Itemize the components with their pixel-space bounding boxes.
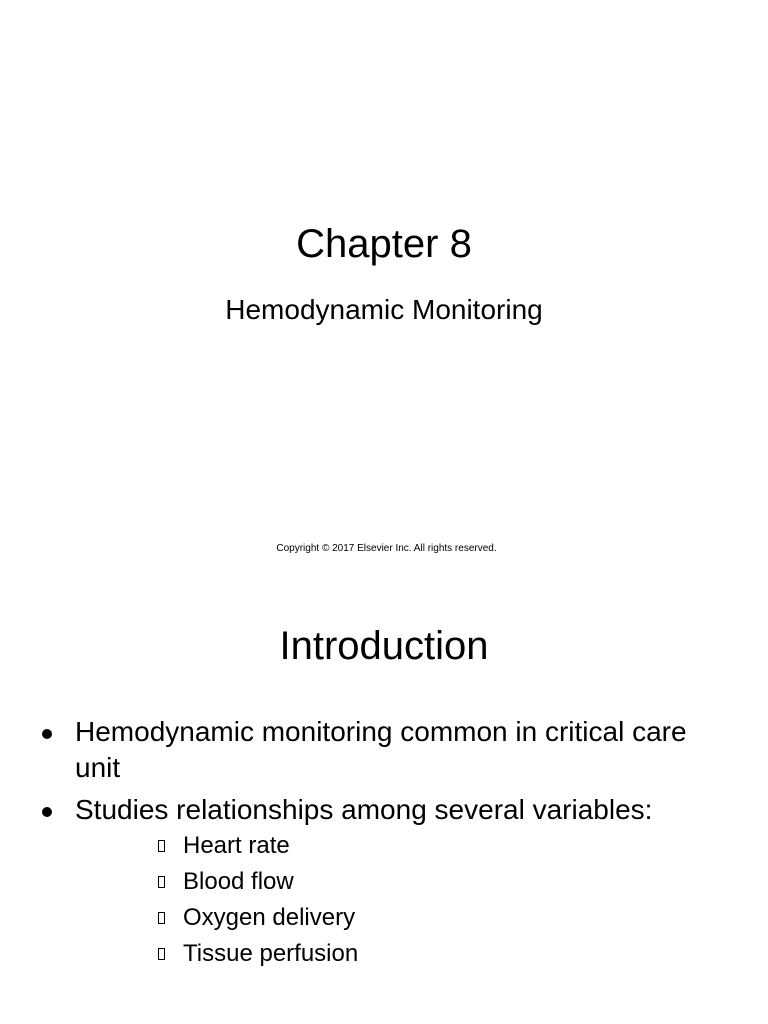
bullet-icon — [42, 729, 52, 739]
slide-title: Introduction — [279, 624, 489, 668]
sub-bullet-item — [75, 936, 708, 972]
sub-bullet-item — [75, 900, 708, 936]
bullet-item — [0, 792, 768, 972]
introduction-slide — [0, 576, 768, 1024]
sub-bullet-icon — [158, 948, 165, 960]
sub-bullet-list — [75, 828, 708, 972]
sub-bullet-item — [75, 828, 708, 864]
sub-bullet-icon — [158, 840, 165, 852]
sub-bullet-text: Blood flow — [183, 868, 294, 895]
bullet-text: Hemodynamic monitoring common in critical care unit — [75, 716, 687, 783]
bullet-text: Studies relationships among several variables: — [75, 794, 653, 825]
sub-bullet-text: Tissue perfusion — [183, 940, 359, 967]
bullet-icon — [42, 807, 52, 817]
bullet-list — [0, 714, 768, 978]
bullet-item — [0, 714, 768, 786]
chapter-title: Chapter 8 — [296, 222, 472, 266]
sub-bullet-text: Oxygen delivery — [183, 904, 356, 931]
sub-bullet-icon — [158, 876, 165, 888]
copyright-notice: Copyright © 2017 Elsevier Inc. All rights reserved. — [276, 543, 497, 554]
chapter-subtitle: Hemodynamic Monitoring — [225, 294, 543, 325]
sub-bullet-text: Heart rate — [183, 832, 290, 859]
sub-bullet-item — [75, 864, 708, 900]
sub-bullet-icon — [158, 912, 165, 924]
